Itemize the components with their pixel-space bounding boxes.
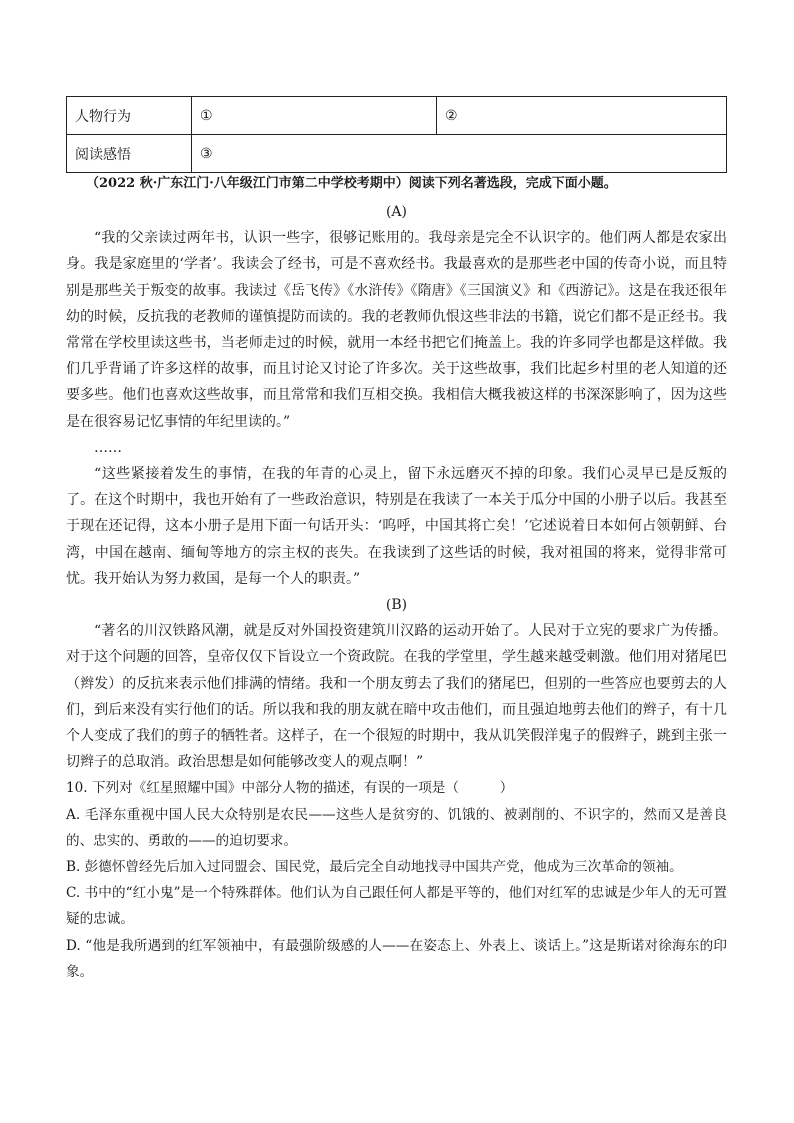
table-row [67, 135, 727, 173]
answer-table [66, 96, 727, 173]
table-row [67, 97, 727, 135]
document-body [66, 174, 727, 985]
option-d[interactable]: D. “他是我所遇到的红军领袖中，有最强阶级感的人——在姿态上、外表上、谈话上。”这是斯诺对徐海东的印象。 [66, 937, 727, 980]
part-a-paragraph-2: “这些紧接着发生的事情，在我的年青的心灵上，留下永远磨灭不掉的印象。我们心灵早已是反叛的了。在这个时期中，我也开始有了一些政治意识，特别是在我读了一本关于瓜分中国的小册子以后。我甚至于现在还记得，这本小册子是用下面一句话开头：‘呜呼，中国其将亡矣！’它述说着日本如何占领朝鲜、台湾，中国在越南、缅甸等地方的宗主权的丧失。在我读到了这些话的时候，我对祖国的将来，觉得非常可忧。我开始认为努力救国，是每一个人的职责。” [66, 466, 727, 587]
blank-cell-3[interactable]: ③ [192, 135, 727, 173]
part-b-heading: (B) [385, 597, 408, 614]
ellipsis: …… [94, 439, 122, 456]
part-a-paragraph-1: “我的父亲读过两年书，认识一些字，很够记账用的。我母亲是完全不认识字的。他们两人都是农家出身。我是家庭里的‘学者’。我读会了经书，可是不喜欢经书。我最喜欢的是那些老中国的传奇小说，而且特别是那些关于叛变的故事。我读过《岳飞传》《水浒传》《隋唐》《三国演义》和《西游记》。这是在我还很年幼的时候，反抗我的老教师的谨慎提防而读的。我的老教师仇恨这些非法的书籍，说它们都不是正经书。我常常在学校里读这些书，当老师走过的时候，就用一本经书把它们掩盖上。我的许多同学也都是这样做。我们几乎背诵了许多这样的故事，而且讨论又讨论了许多次。关于这些故事，我们比起乡村里的老人知道的还要多些。他们也喜欢这些故事，而且常常和我们互相交换。我相信大概我被这样的书深深影响了，因为这些是在很容易记忆事情的年纪里读的。” [66, 230, 727, 430]
blank-cell-2[interactable]: ② [437, 97, 727, 135]
row-label-reflection: 阅读感悟 [67, 135, 192, 173]
question-stem: 10. 下列对《红星照耀中国》中部分人物的描述，有误的一项是（ ） [66, 780, 514, 797]
blank-cell-1[interactable]: ① [192, 97, 437, 135]
source-line: （2022 秋·广东江门·八年级江门市第二中学校考期中）阅读下列名著选段，完成下面小题。 [86, 176, 617, 191]
part-b-paragraph: “著名的川汉铁路风潮，就是反对外国投资建筑川汉路的运动开始了。人民对于立宪的要求广为传播。对于这个问题的回答，皇帝仅仅下旨设立一个资政院。在我的学堂里，学生越来越受刺激。他们用对猪尾巴（辫发）的反抗来表示他们排满的情绪。我和一个朋友剪去了我们的猪尾巴，但别的一些答应也要剪去的人们，到后来没有实行他们的话。所以我和我的朋友就在暗中攻击他们，而且强迫地剪去他们的辫子，有十几个人变成了我们的剪子的牺牲者。这样子，在一个很短的时期中，我从讥笑假洋鬼子的假辫子，跳到主张一切辫子的总取消。政治思想是如何能够改变人的观点啊！” [66, 623, 727, 771]
option-a[interactable]: A. 毛泽东重视中国人民大众特别是农民——这些人是贫穷的、饥饿的、被剥削的、不识字的，然而又是善良的、忠实的、勇敢的——的迫切要求。 [66, 806, 727, 849]
part-a-heading: (A) [385, 204, 408, 220]
option-b[interactable]: B. 彭德怀曾经先后加入过同盟会、国民党，最后完全自动地找寻中国共产党，他成为三次革命的领袖。 [66, 859, 683, 876]
option-c[interactable]: C. 书中的“红小鬼”是一个特殊群体。他们认为自己跟任何人都是平等的，他们对红军的忠诚是少年人的无可置疑的忠诚。 [66, 885, 727, 928]
row-label-behavior: 人物行为 [67, 97, 192, 135]
